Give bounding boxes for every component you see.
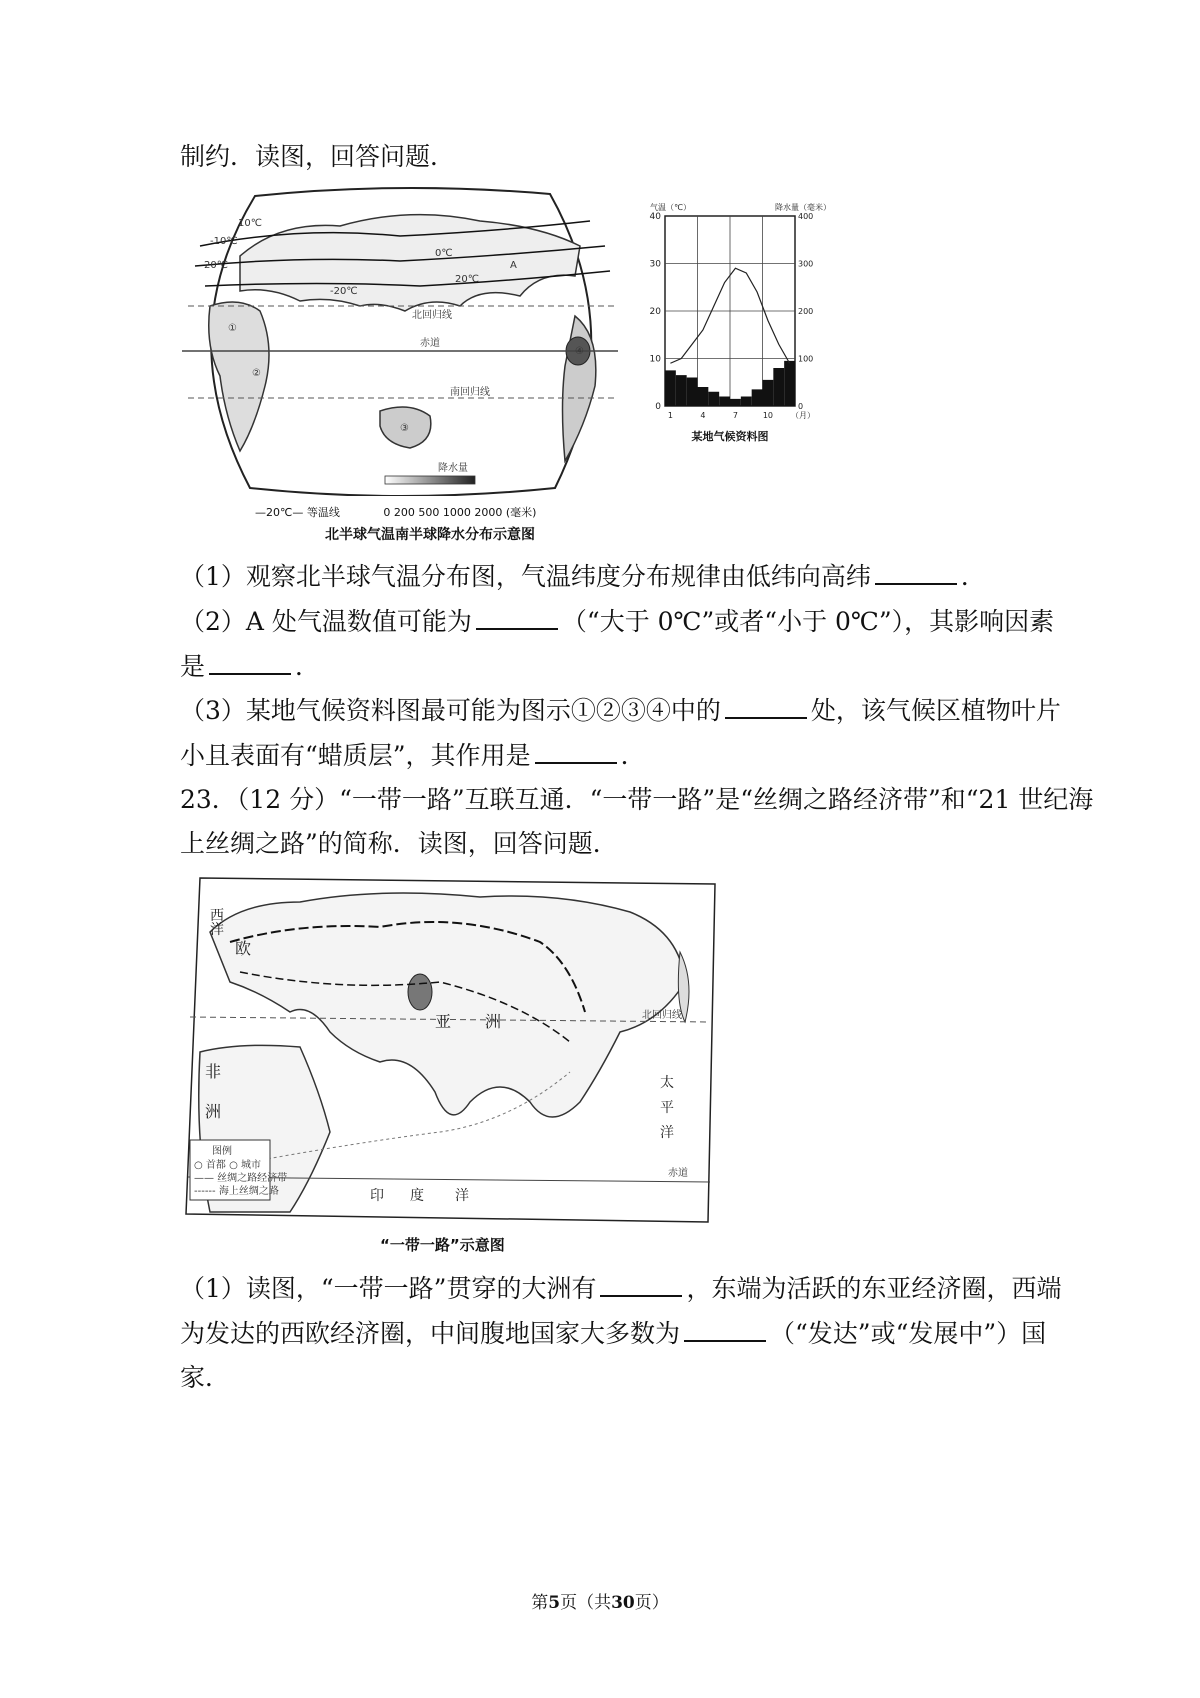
- precipitation-bar: [676, 375, 687, 406]
- region-3-label: ③: [400, 423, 409, 434]
- question-text: 处，该气候区植物叶片: [810, 696, 1061, 725]
- map2-caption: “一带一路”示意图: [380, 1236, 505, 1254]
- question-text: ，东端为活跃的东亚经济圈，西端: [686, 1274, 1062, 1303]
- legend-item: ------ 海上丝绸之路: [194, 1186, 279, 1197]
- isotherm-label: 0℃: [435, 248, 453, 259]
- legend-title: 降水量: [438, 463, 468, 474]
- question-text: （1）读图，“一带一路”贯穿的大洲有: [180, 1274, 597, 1303]
- pacific-label: 平: [660, 1100, 674, 1116]
- question-text: （1）观察北半球气温分布图，气温纬度分布规律由低纬向高纬: [180, 562, 871, 591]
- question-text: 为发达的西欧经济圈，中间腹地国家大多数为: [180, 1319, 681, 1348]
- y-left-tick: 30: [649, 259, 661, 270]
- answer-blank[interactable]: [476, 606, 558, 630]
- page-total: 30: [611, 1593, 635, 1613]
- pacific-label: 太: [660, 1075, 674, 1091]
- map1-caption: 北半球气温南半球降水分布示意图: [325, 527, 535, 543]
- precipitation-bar: [687, 378, 698, 407]
- question-text: 家．: [180, 1363, 231, 1392]
- indian-ocean-label: 印: [370, 1188, 384, 1204]
- question-23-header-cont: 上丝绸之路”的简称．读图，回答问题．: [180, 829, 618, 858]
- legend-scale-text: 0 200 500 1000 2000 (毫米): [383, 506, 537, 519]
- asia-label: 亚: [435, 1012, 452, 1031]
- x-tick: 4: [700, 411, 706, 420]
- region-2-label: ②: [252, 368, 261, 379]
- footer-text: 第: [531, 1593, 549, 1613]
- europe-label: 欧: [235, 939, 252, 958]
- y-right-tick: 100: [798, 354, 814, 364]
- ocean-label: 洋: [210, 922, 224, 938]
- point-a-label: A: [510, 260, 517, 271]
- y-left-label: 气温（℃）: [650, 203, 691, 212]
- y-right-tick: 200: [798, 307, 814, 316]
- legend-title: 图例: [212, 1146, 232, 1157]
- answer-blank[interactable]: [875, 561, 957, 585]
- footer-text: 页）: [634, 1593, 669, 1613]
- y-right-label: 降水量（毫米）: [775, 203, 830, 212]
- isotherm-label: 10℃: [238, 218, 262, 229]
- climate-chart: [640, 196, 830, 456]
- ocean-label: 西: [210, 908, 224, 924]
- precipitation-bar: [763, 380, 774, 406]
- tropic-label: 北回归线: [642, 1010, 682, 1021]
- region-1-label: ①: [228, 323, 237, 334]
- indian-ocean-label: 度: [410, 1188, 424, 1204]
- y-right-tick: 400: [798, 212, 814, 221]
- x-tick: 7: [732, 411, 738, 420]
- question-text: ．: [620, 741, 646, 770]
- equator-label: 赤道: [668, 1168, 688, 1179]
- precipitation-bar: [665, 370, 676, 406]
- y-right-tick: 0: [798, 402, 804, 411]
- question-text: 是: [180, 652, 206, 681]
- isotherm-label: -10℃: [210, 236, 238, 247]
- question-text: （“大于 0℃”或者“小于 0℃”），其影响因素: [561, 607, 1055, 636]
- footer-text: 页（共: [560, 1593, 612, 1613]
- question-text: 小且表面有“蜡质层”，其作用是: [180, 741, 531, 770]
- precipitation-bar: [698, 387, 709, 406]
- isotherm-label: 20℃: [455, 274, 479, 285]
- y-left-tick: 10: [649, 354, 661, 365]
- question-text: （2）A 处气温数值可能为: [180, 607, 472, 636]
- precipitation-bar: [719, 397, 730, 407]
- equator-label: 赤道: [420, 338, 440, 349]
- question-22-2-cont: [180, 650, 320, 684]
- x-axis-label: （月）: [791, 411, 815, 420]
- asia-label: 洲: [485, 1012, 502, 1031]
- temperature-precipitation-map: [180, 186, 620, 496]
- question-22-2: [180, 605, 1054, 639]
- question-text: （“发达”或“发展中”）国: [770, 1319, 1047, 1348]
- question-22-3: [180, 694, 1061, 728]
- y-left-tick: 0: [655, 402, 661, 412]
- question-text: （3）某地气候资料图最可能为图示①②③④中的: [180, 696, 721, 725]
- page-footer: [0, 1588, 1200, 1613]
- answer-blank[interactable]: [209, 651, 291, 675]
- map-legend-text: [255, 504, 536, 520]
- legend-item: ○ 首都 ○ 城市: [194, 1160, 261, 1171]
- legend-isotherm-text: —20℃— 等温线: [255, 506, 340, 519]
- question-23-1: [180, 1272, 1061, 1306]
- precipitation-bar: [708, 392, 719, 406]
- tropic-cancer-label: 北回归线: [412, 310, 452, 321]
- answer-blank[interactable]: [725, 695, 807, 719]
- question-23-header: 23．（12 分）“一带一路”互联互通．“一带一路”是“丝绸之路经济带”和“21 世纪海: [180, 785, 1094, 814]
- isotherm-label: 20℃: [204, 260, 228, 271]
- chart-caption: 某地气候资料图: [691, 430, 769, 443]
- precipitation-bar: [752, 389, 763, 406]
- indian-ocean-label: 洋: [455, 1188, 469, 1204]
- y-left-tick: 20: [649, 307, 661, 317]
- pacific-label: 洋: [660, 1125, 674, 1141]
- x-tick: 10: [762, 411, 774, 420]
- answer-blank[interactable]: [600, 1273, 682, 1297]
- question-text: ．: [960, 562, 986, 591]
- answer-blank[interactable]: [684, 1318, 766, 1342]
- question-text: ．: [295, 652, 321, 681]
- question-22-1: [180, 560, 986, 594]
- precipitation-bar: [773, 368, 784, 406]
- africa-label: 非: [205, 1062, 222, 1081]
- x-tick: 1: [667, 411, 673, 420]
- page-number: 5: [548, 1593, 561, 1613]
- tropic-capricorn-label: 南回归线: [450, 387, 490, 398]
- isotherm-label: -20℃: [330, 286, 358, 297]
- y-left-tick: 40: [649, 212, 661, 222]
- region-4-label: ④: [575, 346, 584, 357]
- question-22-3-cont: [180, 739, 646, 773]
- precipitation-bar: [730, 399, 741, 406]
- answer-blank[interactable]: [535, 740, 617, 764]
- precipitation-bar: [741, 397, 752, 407]
- y-right-tick: 300: [798, 259, 814, 269]
- legend-item: —— 丝绸之路经济带: [194, 1173, 288, 1184]
- belt-road-map: [180, 872, 720, 1227]
- intro-text: 制约．读图，回答问题．: [180, 142, 456, 171]
- precipitation-bar: [784, 361, 795, 406]
- africa-label: 洲: [205, 1102, 222, 1121]
- question-23-1-end: [180, 1361, 230, 1395]
- question-23-1-cont: [180, 1317, 1046, 1351]
